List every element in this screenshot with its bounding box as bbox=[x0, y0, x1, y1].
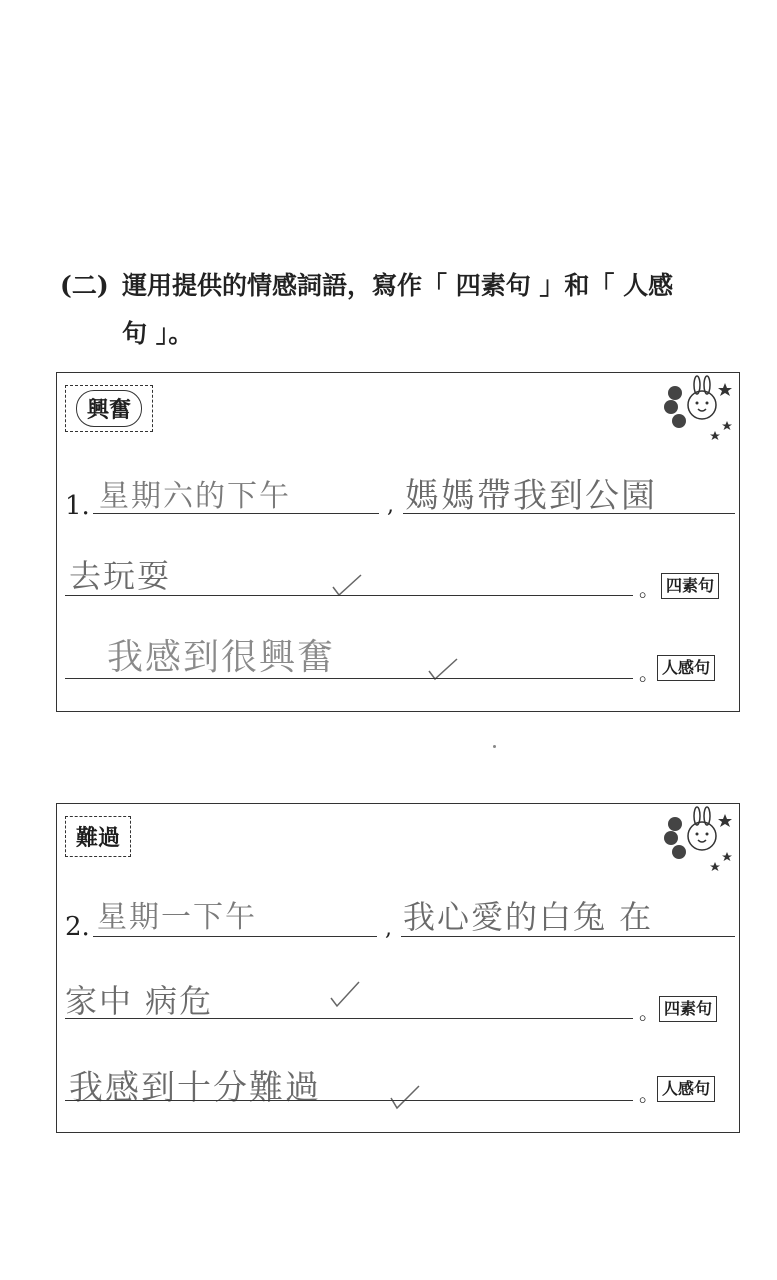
emotion-word: 興奮 bbox=[76, 390, 142, 427]
answer-who-where: 我心愛的白兔 在 bbox=[403, 898, 654, 936]
answer-who-where: 媽媽帶我到公園 bbox=[405, 476, 657, 516]
instruction-text-1: 運用提供的情感詞語，寫作「 四素句 」和「 人感 bbox=[122, 271, 674, 300]
check-mark-icon bbox=[327, 571, 367, 601]
emotion-word: 難過 bbox=[76, 825, 121, 851]
answer-line-feeling bbox=[65, 1100, 633, 1101]
answer-line-who-where bbox=[403, 513, 735, 514]
person-feeling-sentence-tag: 人感句 bbox=[657, 655, 715, 681]
answer-line-what bbox=[65, 1018, 633, 1019]
question-number: (二) bbox=[60, 271, 109, 300]
exercise-panel-2 bbox=[56, 803, 740, 1133]
period: 。 bbox=[639, 1000, 659, 1024]
answer-when: 星期一下午 bbox=[97, 900, 257, 935]
comma: , bbox=[387, 493, 394, 518]
answer-when: 星期六的下午 bbox=[99, 479, 291, 514]
check-mark-icon bbox=[423, 655, 463, 685]
instruction-line-2: 句 」。 bbox=[122, 319, 194, 348]
four-element-sentence-tag: 四素句 bbox=[659, 996, 717, 1022]
check-mark-icon bbox=[325, 978, 365, 1012]
exercise-panel-1 bbox=[56, 372, 740, 712]
four-element-sentence-tag: 四素句 bbox=[661, 573, 719, 599]
instruction bbox=[60, 262, 740, 358]
answer-line-when bbox=[93, 936, 377, 937]
emotion-word-box bbox=[65, 385, 153, 432]
answer-line-what bbox=[65, 595, 633, 596]
person-feeling-sentence-tag: 人感句 bbox=[657, 1076, 715, 1102]
item-number: 2. bbox=[65, 912, 90, 942]
answer-what: 去玩耍 bbox=[69, 557, 172, 595]
period: 。 bbox=[639, 1082, 659, 1106]
comma: , bbox=[385, 916, 392, 941]
answer-line-when bbox=[93, 513, 379, 514]
item-number: 1. bbox=[65, 491, 90, 521]
answer-line-who-where bbox=[401, 936, 735, 937]
emotion-word-box bbox=[65, 816, 131, 857]
rabbit-stamp-icon bbox=[657, 804, 737, 874]
answer-what: 家中 病危 bbox=[65, 982, 214, 1020]
rabbit-stamp-icon bbox=[657, 373, 737, 443]
answer-line-feeling bbox=[65, 678, 633, 679]
speck bbox=[493, 745, 496, 748]
period: 。 bbox=[639, 661, 659, 685]
answer-feeling: 我感到十分難過 bbox=[69, 1068, 321, 1108]
instruction-line-1 bbox=[60, 262, 740, 310]
period: 。 bbox=[639, 577, 659, 601]
check-mark-icon bbox=[387, 1082, 423, 1112]
answer-feeling: 我感到很興奮 bbox=[107, 637, 336, 678]
